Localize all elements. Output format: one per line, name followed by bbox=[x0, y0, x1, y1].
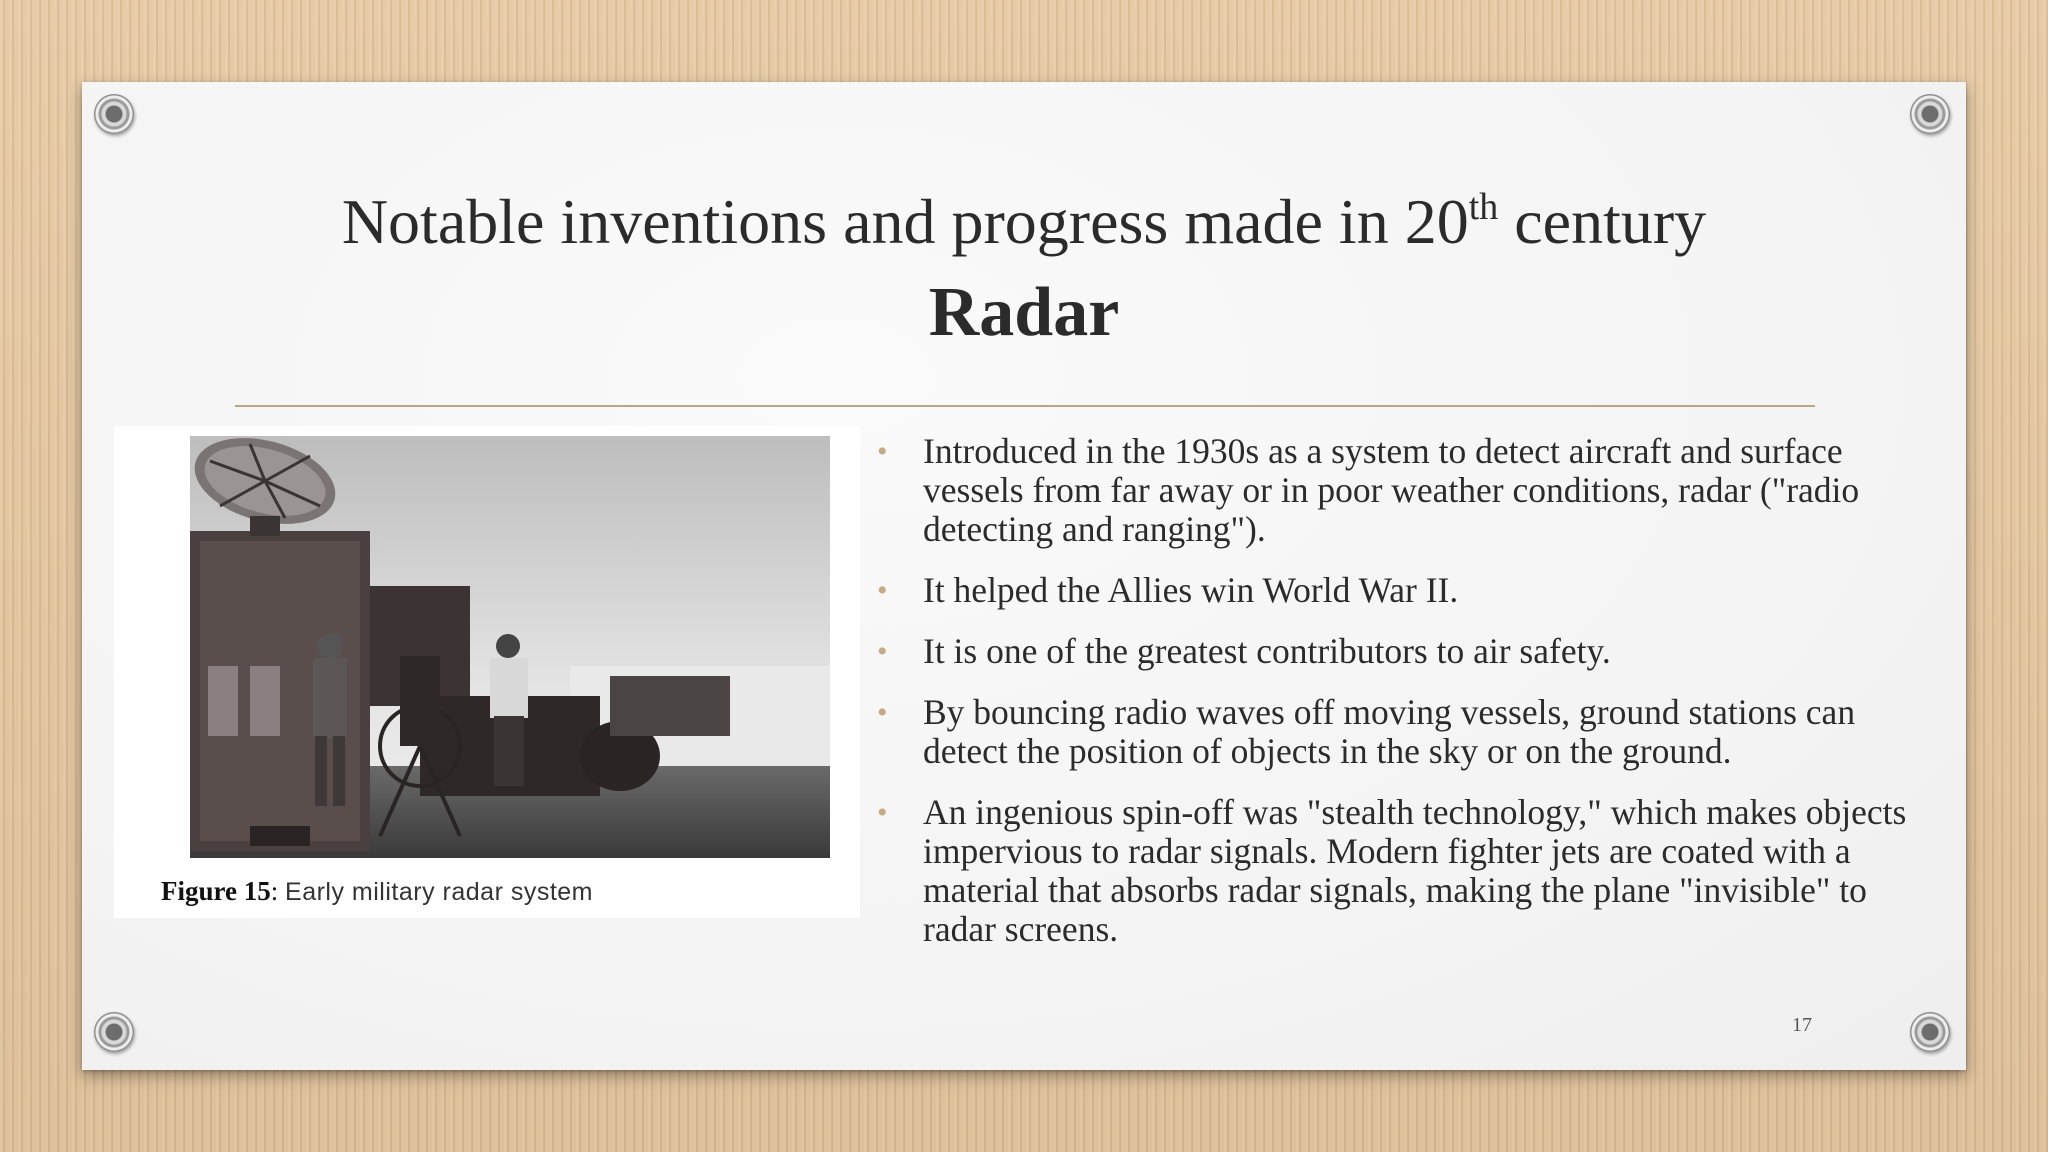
title-divider bbox=[235, 405, 1815, 407]
figure-caption-text: Early military radar system bbox=[285, 878, 594, 906]
grommet-top-right-icon bbox=[1910, 94, 1950, 134]
list-item bbox=[865, 571, 1915, 610]
figure-separator: : bbox=[270, 876, 279, 906]
figure bbox=[114, 426, 860, 918]
bullet-icon: • bbox=[877, 435, 888, 468]
list-item bbox=[865, 632, 1915, 671]
list-item bbox=[865, 693, 1915, 771]
bullet-text: An ingenious spin-off was "stealth technology," which makes objects impervious to radar signals. Modern fighter jets are coated with a material that absorbs radar signals, making the plane "invisible" to radar screens. bbox=[923, 792, 1907, 949]
slide-title bbox=[0, 186, 2048, 257]
bullet-text: It is one of the greatest contributors to air safety. bbox=[923, 631, 1611, 671]
figure-label: Figure 15 bbox=[161, 876, 271, 906]
bullet-list bbox=[865, 432, 1915, 971]
bullet-text: It helped the Allies win World War II. bbox=[923, 570, 1459, 610]
figure-caption bbox=[161, 876, 593, 907]
list-item bbox=[865, 432, 1915, 549]
bullet-text: Introduced in the 1930s as a system to detect aircraft and surface vessels from far away or in poor weather conditions, radar ("radio detecting and ranging"). bbox=[923, 431, 1860, 549]
bullet-icon: • bbox=[877, 574, 888, 607]
bullet-text: By bouncing radio waves off moving vessels, ground stations can detect the position of objects in the sky or on the ground. bbox=[923, 692, 1856, 771]
title-superscript: th bbox=[1468, 186, 1499, 228]
grommet-bottom-right-icon bbox=[1910, 1012, 1950, 1052]
page-number: 17 bbox=[1792, 1014, 1812, 1036]
grommet-bottom-left-icon bbox=[94, 1012, 134, 1052]
title-suffix: century bbox=[1498, 186, 1707, 257]
slide-subtitle: Radar bbox=[928, 274, 1120, 351]
bullet-icon: • bbox=[877, 635, 888, 668]
radar-photo bbox=[190, 436, 830, 858]
grommet-top-left-icon bbox=[94, 94, 134, 134]
bullet-icon: • bbox=[877, 696, 888, 729]
title-prefix: Notable inventions and progress made in 20 bbox=[341, 186, 1469, 257]
list-item bbox=[865, 793, 1915, 949]
bullet-icon: • bbox=[877, 796, 888, 829]
